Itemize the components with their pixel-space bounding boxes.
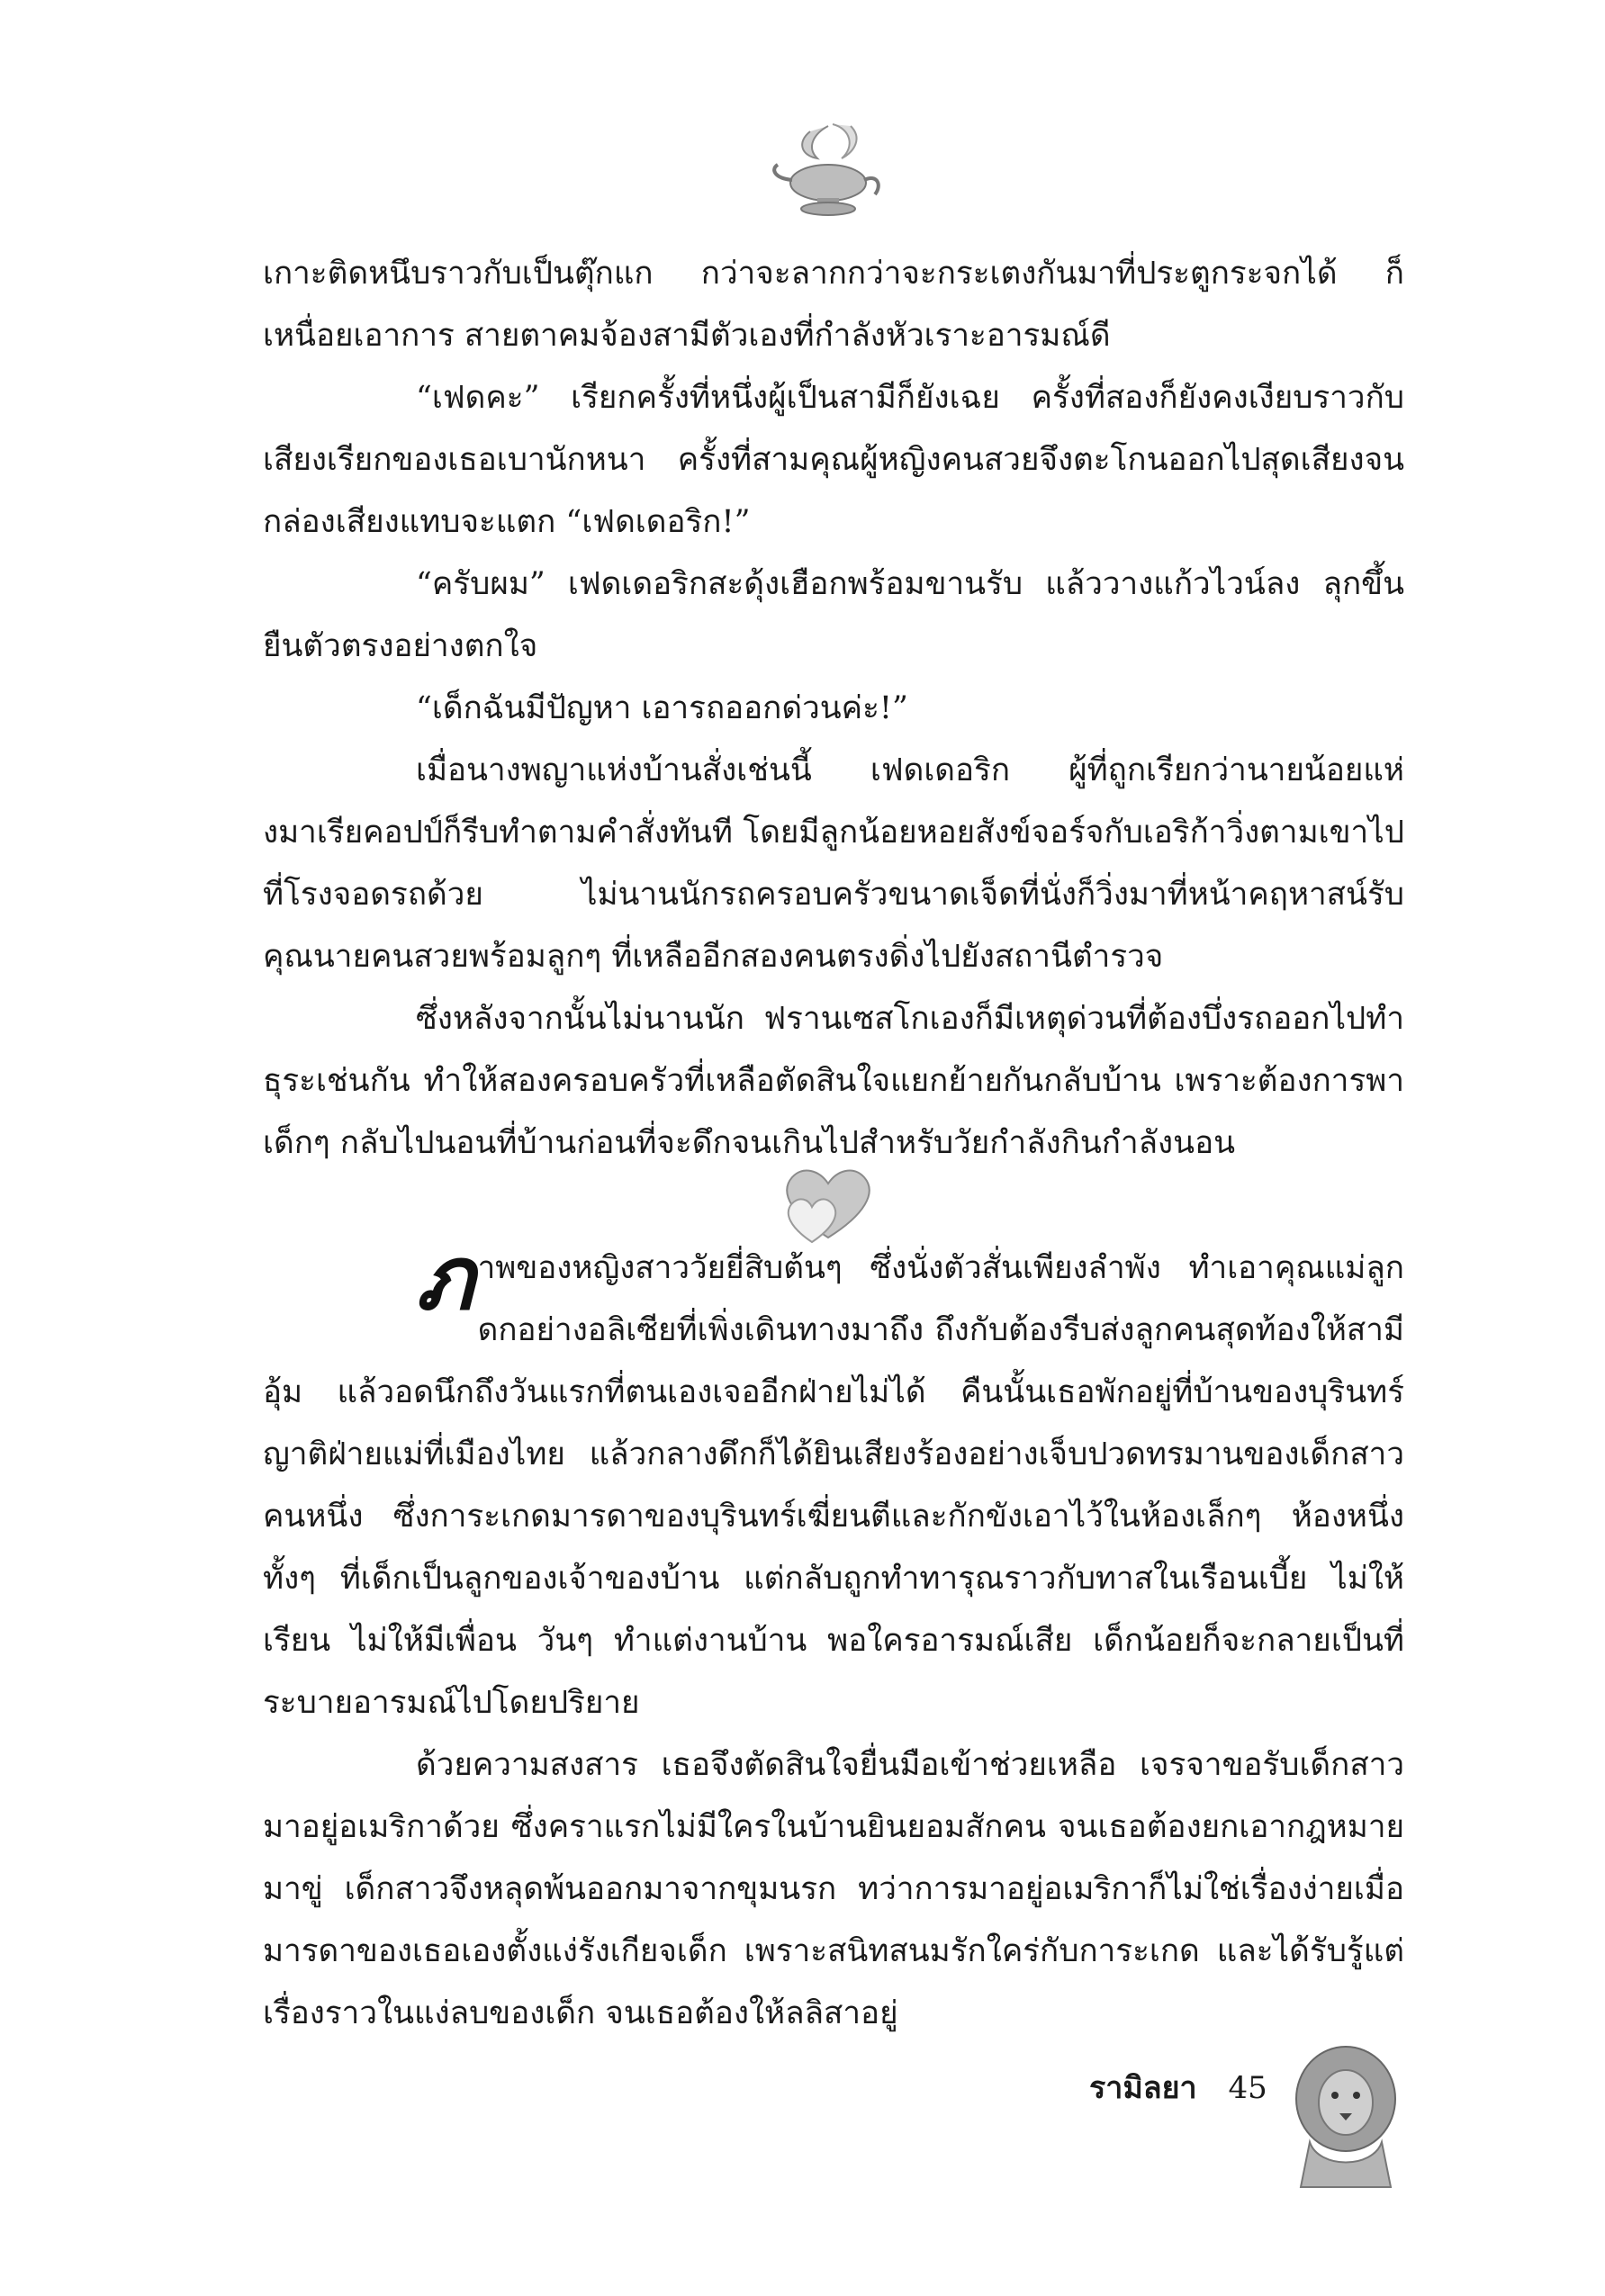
drop-cap: ภ — [416, 1228, 474, 1330]
paragraph: เมื่อนางพญาแห่งบ้านสั่งเช่นนี้ เฟดเดอริก ผู้ที่ถูกเรียกว่านายน้อยแห่งมาเรียคอปป์ก็รีบทำตามคำสั่งทันที โดยมีลูกน้อยหอยสังข์จอร์จกับเอริก้าวิ่งตามเขาไปที่โรงจอดรถด้วย ไม่นานนักรถครอบครัวขนาดเจ็ดที่นั่งก็วิ่งมาที่หน้าคฤหาสน์รับคุณนายคนสวยพร้อมลูกๆ ที่เหลืออีกสองคนตรงดิ่งไปยังสถานีตำรวจ — [263, 752, 1404, 975]
hearts-ornament — [774, 1152, 882, 1251]
paragraph: “ครับผม” เฟดเดอริกสะดุ้งเฮือกพร้อมขานรับ แล้ววางแก้วไวน์ลง ลุกขึ้นยืนตัวตรงอย่างตกใจ — [263, 566, 1404, 664]
paragraph — [263, 1228, 1404, 1734]
paragraph: “เด็กฉันมีปัญหา เอารถออกด่วนค่ะ!” — [416, 690, 908, 726]
paragraph-text: าพของหญิงสาววัยยี่สิบต้นๆ ซึ่งนั่งตัวสั่นเพียงลำพัง ทำเอาคุณแม่ลูกดกอย่างอลิเซียที่เพิ่งเดินทางมาถึง ถึงกับต้องรีบส่งลูกคนสุดท้องให้สามีอุ้ม แล้วอดนึกถึงวันแรกที่ตนเองเจออีกฝ่ายไม่ได้ คืนนั้นเธอพักอยู่ที่บ้านของบุรินทร์ญาติฝ่ายแม่ที่เมืองไทย แล้วกลางดึกก็ได้ยินเสียงร้องอย่างเจ็บปวดทรมานของเด็กสาวคนหนึ่ง ซึ่งการะเกดมารดาของบุรินทร์เฆี่ยนตีและกักขังเอาไว้ในห้องเล็กๆ ห้องหนึ่ง ทั้งๆ ที่เด็กเป็นลูกของเจ้าของบ้าน แต่กลับถูกทำทารุณราวกับทาสในเรือนเบี้ย ไม่ให้เรียน ไม่ให้มีเพื่อน วันๆ ทำแต่งานบ้าน พอใครอารมณ์เสีย เด็กน้อยก็จะกลายเป็นที่ระบายอารมณ์ไปโดยปริยาย — [263, 1250, 1404, 1721]
author-name: รามิลยา — [1089, 2070, 1197, 2106]
paragraph: ซึ่งหลังจากนั้นไม่นานนัก ฟรานเซสโกเองก็มีเหตุด่วนที่ต้องบึ่งรถออกไปทำธุระเช่นกัน ทำให้สองครอบครัวที่เหลือตัดสินใจแยกย้ายกันกลับบ้าน เพราะต้องการพาเด็กๆ กลับไปนอนที่บ้านก่อนที่จะดึกจนเกินไปสำหรับวัยกำลังกินกำลังนอน — [263, 1001, 1404, 1161]
paragraph: ด้วยความสงสาร เธอจึงตัดสินใจยื่นมือเข้าช่วยเหลือ เจรจาขอรับเด็กสาวมาอยู่อเมริกาด้วย ซึ่งคราแรกไม่มีใครในบ้านยินยอมสักคน จนเธอต้องยกเอากฎหมายมาขู่ เด็กสาวจึงหลุดพ้นออกมาจากขุมนรก ทว่าการมาอยู่อเมริกาก็ไม่ใช่เรื่องง่ายเมื่อมารดาของเธอเองตั้งแง่รังเกียจเด็ก เพราะสนิทสนมรักใคร่กับการะเกด และได้รับรู้แต่เรื่องราวในแง่ลบของเด็ก จนเธอต้องให้ลลิสาอยู่ — [263, 1747, 1404, 2031]
lion-ornament — [1283, 2043, 1409, 2196]
lamp-ornament — [765, 115, 891, 223]
text-block-1 — [263, 243, 1404, 1175]
text-block-2 — [263, 1228, 1404, 2045]
page-number: 45 — [1228, 2070, 1267, 2106]
paragraph: “เฟดคะ” เรียกครั้งที่หนึ่งผู้เป็นสามีก็ยังเฉย ครั้งที่สองก็ยังคงเงียบราวกับเสียงเรียกของเธอเบานักหนา ครั้งที่สามคุณผู้หญิงคนสวยจึงตะโกนออกไปสุดเสียงจนกล่องเสียงแทบจะแตก “เฟดเดอริก!” — [263, 380, 1404, 540]
page-footer — [1089, 2063, 1289, 2111]
paragraph: เกาะติดหนึบราวกับเป็นตุ๊กแก กว่าจะลากกว่าจะกระเตงกันมาที่ประตูกระจกได้ ก็เหนื่อยเอาการ สายตาคมจ้องสามีตัวเองที่กำลังหัวเราะอารมณ์ดี — [263, 256, 1404, 354]
